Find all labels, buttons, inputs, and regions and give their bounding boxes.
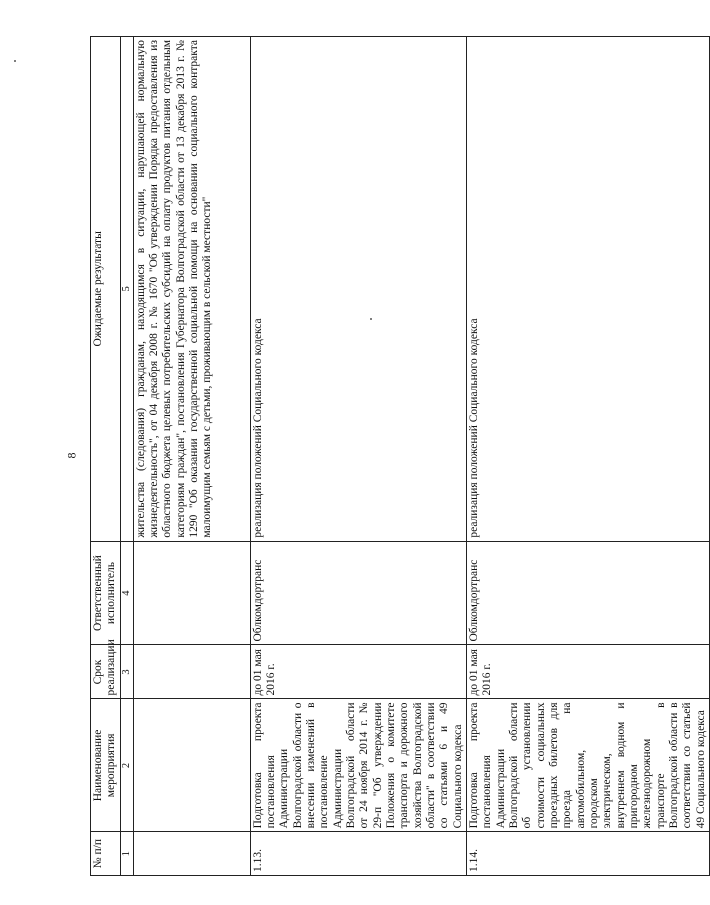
header-name: Наименование мероприятия (91, 699, 121, 832)
column-number: 1 (120, 832, 133, 876)
row-term: до 01 мая 2016 г. (467, 645, 710, 699)
column-number-row (120, 37, 133, 876)
rotated-page-content (90, 36, 707, 876)
header-term: Срок реализации (91, 645, 121, 699)
table-row (133, 37, 250, 876)
row-results: реализация положений Социального кодекса (250, 37, 466, 542)
table-row (467, 37, 710, 876)
header-responsible: Ответственный исполнитель (91, 541, 121, 645)
scan-artifact (370, 318, 372, 320)
page-number: 8 (64, 452, 79, 459)
row-num: 1.13. (250, 832, 466, 876)
measures-table (90, 36, 710, 876)
row-term: до 01 мая 2016 г. (250, 645, 466, 699)
header-num: № п/п (91, 832, 121, 876)
row-responsible: Облкомдортранс (467, 541, 710, 645)
row-term (133, 645, 250, 699)
column-number: 2 (120, 699, 133, 832)
column-number: 5 (120, 37, 133, 542)
row-responsible (133, 541, 250, 645)
column-number: 4 (120, 541, 133, 645)
table-row (250, 37, 466, 876)
row-name: Подготовка проекта постановления Администрации Волгоградской области об установлении стоимости социальных проездных билетов для проезда на автомобильном, городском электрическом, внутреннем водном и пригородном железнодорожном транспорте в Волгоградской области в соответствии со статьей 49 Социального кодекса (467, 699, 710, 832)
column-number: 3 (120, 645, 133, 699)
row-num: 1.14. (467, 832, 710, 876)
row-responsible: Облкомдортранс (250, 541, 466, 645)
header-results: Ожидаемые результаты (91, 37, 121, 542)
row-name (133, 699, 250, 832)
row-num (133, 832, 250, 876)
row-name: Подготовка проекта постановления Администрации Волгоградской области о внесении изменений в постановление Администрации Волгоградской области от 24 ноября 2014 г. № 29-п "Об утверждении Положения о комитете транспорта и дорожного хозяйства Волгоградской области" в соответствии со статьями 6 и 49 Социального кодекса (250, 699, 466, 832)
row-results: реализация положений Социального кодекса (467, 37, 710, 542)
row-results: жительства (следования) гражданам, находящимся в ситуации, нарушающей нормальную жизнедеятельность", от 04 декабря 2008 г. № 1670 "Об утверждении Порядка предоставления из областного бюджета целевых потребительских субсидий на оплату продуктов питания отдельным категориям граждан", постановления Губернатора Волгоградской области от 13 декабря 2013 г. № 1290 "Об оказании государственной социальной помощи на основании социального контракта малоимущим семьям с детьми, проживающим в сельской местности" (133, 37, 250, 542)
header-row (91, 37, 121, 876)
scan-artifact (14, 60, 16, 62)
